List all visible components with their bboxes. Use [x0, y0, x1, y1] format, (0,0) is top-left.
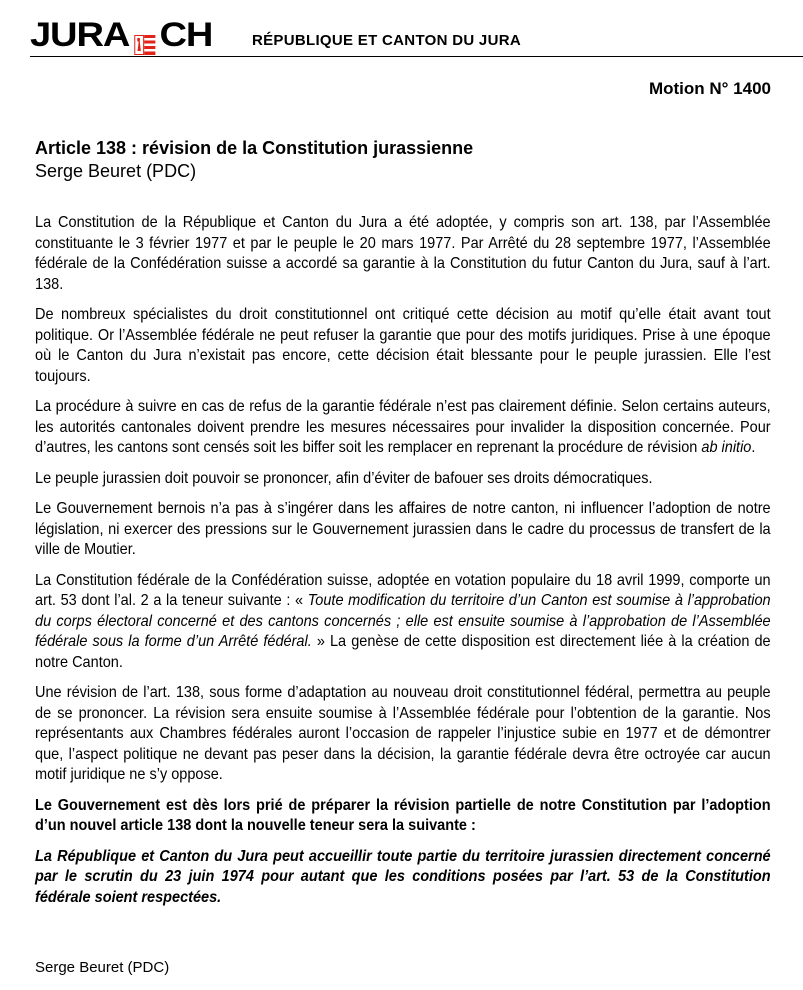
document-author: Serge Beuret (PDC): [35, 161, 197, 181]
proposed-article-text: La République et Canton du Jura peut accueillir toute partie du territoire jurassien directement concerné par le scrutin du 23 juin 1974 pour autant que les conditions posées par l’art. 53 de la Constitution fédérale soient respectées.: [35, 847, 771, 906]
paragraph-text: .: [751, 439, 756, 456]
paragraph-text: » La genèse de cette disposition est directement liée à la création de notre Canton.: [35, 633, 771, 671]
header-divider: [30, 56, 803, 57]
logo-text-ch: CH: [159, 16, 213, 54]
paragraph: [35, 397, 771, 459]
paragraph-italic: ab initio: [701, 439, 752, 456]
paragraph: Le Gouvernement bernois n’a pas à s’ingérer dans les affaires de notre canton, ni influencer l’adoption de notre législation, ni exercer des pressions sur le Gouvernement jurassien dans le cadre du processus de transfert de la ville de Moutier.: [35, 500, 771, 558]
document-title: Article 138 : révision de la Constitution jurassienne: [35, 138, 474, 158]
government-request: Le Gouvernement est dès lors prié de préparer la révision partielle de notre Constitution par l’adoption d’un nouvel article 138 dont la nouvelle teneur sera la suivante :: [35, 796, 771, 834]
page-header: [30, 16, 803, 54]
signature: Serge Beuret (PDC): [35, 959, 170, 976]
jura-coat-of-arms-icon: [134, 27, 155, 47]
paragraph: [35, 571, 771, 674]
paragraph: Une révision de l’art. 138, sous forme d’adaptation au nouveau droit constitutionnel fédéral, permettra au peuple de se prononcer. La révision sera ensuite soumise à l’Assemblée fédérale pour l’obtention de la garantie. Nos représentants aux Chambres fédérales auront l’occasion de rappeler l’injustice subie en 1977 et de démontrer que, l’aspect politique ne devant pas peser dans la décision, la garantie fédérale devra être octroyée car aucun motif juridique ne s’y oppose.: [35, 684, 771, 783]
paragraph: De nombreux spécialistes du droit constitutionnel ont critiqué cette décision au motif qu’elle était avant tout politique. Or l’Assemblée fédérale ne peut refuser la garantie que pour des motifs juridiques. Prise à une époque où le Canton du Jura n’existait pas encore, cette décision était blessante pour le peuple jurassien. Elle l’est toujours.: [35, 306, 771, 385]
paragraph-text: La Constitution fédérale de la Confédération suisse, adoptée en votation populaire du 18 avril 1999, comporte un art. 53 dont l’al. 2 a la teneur suivante : «: [35, 571, 771, 609]
document-body: [35, 213, 771, 918]
jura-ch-logo: [30, 18, 212, 52]
paragraph: Le peuple jurassien doit pouvoir se prononcer, afin d’éviter de bafouer ses droits démocratiques.: [35, 469, 653, 487]
motion-number: Motion N° 1400: [648, 79, 771, 98]
constitution-quote: Toute modification du territoire d’un Canton est soumise à l’approbation du corps électoral concerné et des cantons concernés ; elle est ensuite soumise à l’approbation de l’Assemblée fédérale sous la forme d’un Arrêté fédéral.: [35, 592, 771, 650]
paragraph-text: La procédure à suivre en cas de refus de la garantie fédérale n’est pas clairement définie. Selon certains auteurs, les autorités cantonales doivent prendre les mesures nécessaires pour invalider la disposition concernée. Pour d’autres, les cantons sont censés soit les biffer soit les remplacer en reprenant la procédure de révision: [35, 398, 771, 456]
logo-text-jura: JURA: [30, 16, 130, 54]
paragraph: La Constitution de la République et Canton du Jura a été adoptée, y compris son art. 138, par l’Assemblée constituante le 3 février 1977 et par le peuple le 20 mars 1977. Par Arrêté du 28 septembre 1977, l’Assemblée fédérale de la Confédération suisse a accordé sa garantie à la Constitution du futur Canton du Jura, sauf à l’art. 138.: [35, 214, 771, 293]
header-subtitle: RÉPUBLIQUE ET CANTON DU JURA: [252, 32, 521, 49]
